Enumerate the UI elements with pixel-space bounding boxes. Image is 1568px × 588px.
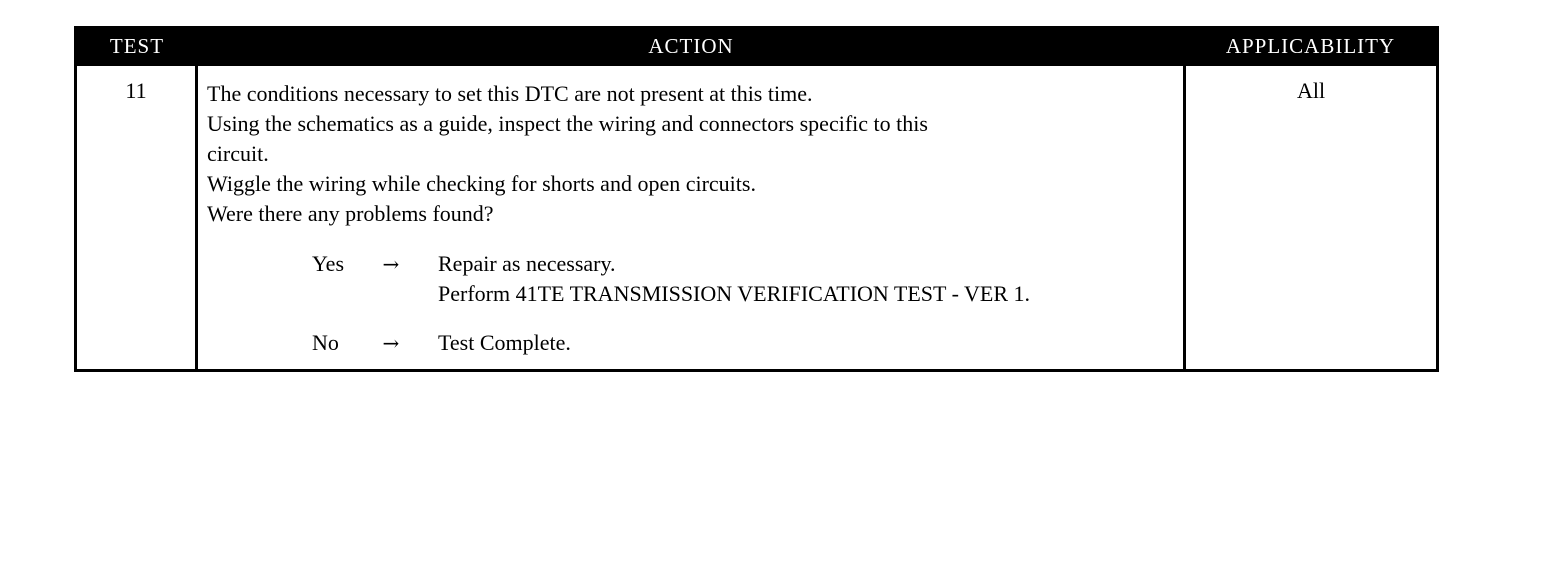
answer-no-label: No bbox=[312, 330, 339, 355]
answer-yes bbox=[312, 249, 1182, 309]
diagnostic-test-table bbox=[74, 26, 1439, 372]
answer-yes-instructions bbox=[438, 249, 1030, 309]
test-number-cell: 11 bbox=[125, 78, 147, 103]
applicability-cell: All bbox=[1296, 78, 1326, 103]
answer-yes-label: Yes bbox=[312, 251, 345, 276]
answer-no-line: Test Complete. bbox=[438, 330, 571, 355]
column-divider-action-applicability bbox=[1183, 66, 1186, 369]
header-action: ACTION bbox=[648, 34, 734, 58]
header-applicability: APPLICABILITY bbox=[1225, 34, 1396, 58]
answer-yes-line: Repair as necessary. bbox=[438, 251, 616, 276]
action-text-line: The conditions necessary to set this DTC are not present at this time. bbox=[207, 81, 813, 106]
header-test: TEST bbox=[109, 34, 165, 58]
answer-no-instructions bbox=[438, 328, 571, 358]
column-divider-test-action bbox=[195, 66, 198, 369]
action-text-line: circuit. bbox=[207, 141, 269, 166]
table-header-bar bbox=[77, 26, 1436, 66]
right-arrow-icon: → bbox=[382, 331, 400, 355]
action-text-line: Using the schematics as a guide, inspect the wiring and connectors specific to this bbox=[207, 111, 928, 136]
action-text-line: Wiggle the wiring while checking for shorts and open circuits. bbox=[207, 171, 756, 196]
answer-yes-line: Perform 41TE TRANSMISSION VERIFICATION TEST - VER 1. bbox=[438, 281, 1030, 306]
question-text: Were there any problems found? bbox=[207, 201, 494, 226]
answer-no bbox=[312, 328, 1182, 358]
right-arrow-icon: → bbox=[382, 252, 400, 276]
action-cell bbox=[207, 79, 1182, 358]
